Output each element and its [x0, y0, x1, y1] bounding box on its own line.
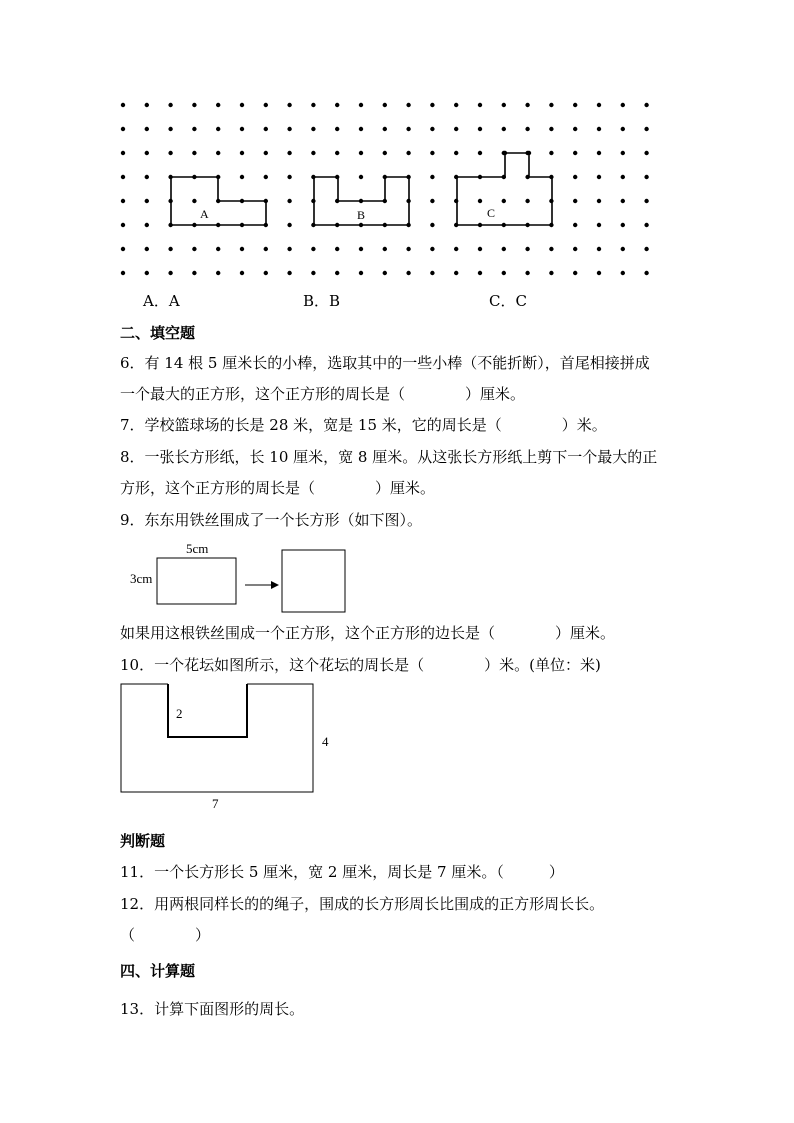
grid-dot [406, 103, 410, 107]
grid-dot [287, 151, 291, 155]
grid-dot [121, 247, 125, 251]
grid-dot [549, 247, 553, 251]
grid-dot [644, 199, 648, 203]
grid-dot [454, 127, 458, 131]
rectangle-shape [157, 558, 236, 604]
grid-dot [192, 103, 196, 107]
grid-dot [335, 127, 339, 131]
grid-dot [216, 271, 220, 275]
grid-dot [573, 175, 577, 179]
grid-dot [502, 103, 506, 107]
option-a [143, 290, 180, 311]
width-label: 7 [212, 796, 219, 811]
grid-dot [597, 199, 601, 203]
grid-dot [573, 223, 577, 227]
grid-dot [121, 175, 125, 179]
grid-dot [359, 175, 363, 179]
grid-dot [383, 127, 387, 131]
grid-dot [192, 247, 196, 251]
question-13: 13．计算下面图形的周长。 [120, 1000, 305, 1018]
rectangle-width-label: 3cm [130, 571, 153, 586]
question-9-followup: 如果用这根铁丝围成一个正方形，这个正方形的边长是（ ）厘米。 [120, 624, 616, 642]
grid-dot [525, 247, 529, 251]
grid-dot [216, 127, 220, 131]
shape-c-label: C [487, 206, 496, 220]
grid-dot [597, 151, 601, 155]
question-10: 10．一个花坛如图所示，这个花坛的周长是（ ）米。(单位：米) [120, 656, 601, 674]
grid-dot [216, 247, 220, 251]
option-c [489, 290, 527, 311]
grid-dot [240, 175, 244, 179]
grid-dot [383, 247, 387, 251]
grid-dot [287, 223, 291, 227]
grid-dot [240, 247, 244, 251]
grid-dot [573, 271, 577, 275]
shape-c-outline [457, 153, 552, 225]
grid-dot [525, 127, 529, 131]
grid-dot [454, 247, 458, 251]
section-2-heading: 二、填空题 [120, 324, 196, 342]
grid-dot [549, 127, 553, 131]
grid-dot [168, 151, 172, 155]
grid-dot [383, 271, 387, 275]
grid-dot [502, 247, 506, 251]
grid-dot [573, 127, 577, 131]
option-c-letter: C． [489, 292, 516, 310]
option-a-value: A [168, 292, 180, 310]
option-b [303, 290, 340, 311]
grid-dot [430, 151, 434, 155]
shape-a-label: A [200, 207, 209, 221]
grid-dot [430, 103, 434, 107]
height-label: 4 [322, 734, 329, 749]
grid-dot [430, 175, 434, 179]
question-11: 11．一个长方形长 5 厘米，宽 2 厘米，周长是 7 厘米。（ ） [120, 863, 564, 881]
grid-dot [264, 127, 268, 131]
grid-dot [240, 103, 244, 107]
grid-dot [406, 127, 410, 131]
grid-dot [644, 247, 648, 251]
grid-dot [287, 271, 291, 275]
option-b-value: B [329, 292, 341, 310]
grid-dot [597, 175, 601, 179]
grid-dot [621, 151, 625, 155]
grid-dot [145, 175, 149, 179]
option-a-letter: A． [143, 292, 169, 310]
grid-dot [502, 127, 506, 131]
grid-dot [145, 127, 149, 131]
grid-dot [168, 271, 172, 275]
grid-dot [525, 103, 529, 107]
grid-dot [121, 151, 125, 155]
grid-dot [192, 271, 196, 275]
section-4-heading: 四、计算题 [120, 962, 196, 980]
option-c-value: C [515, 292, 527, 310]
grid-dot [597, 271, 601, 275]
grid-dot [621, 175, 625, 179]
grid-dot [597, 127, 601, 131]
grid-dot [573, 247, 577, 251]
grid-dot [192, 151, 196, 155]
grid-dot [359, 247, 363, 251]
grid-dot [287, 103, 291, 107]
dot-grid-figure [0, 0, 794, 300]
grid-dot [335, 271, 339, 275]
grid-dot [478, 103, 482, 107]
grid-dot [192, 127, 196, 131]
grid-dot [644, 151, 648, 155]
grid-dot [168, 127, 172, 131]
grid-dot [454, 151, 458, 155]
grid-dot [121, 199, 125, 203]
grid-dot [454, 103, 458, 107]
shape-b-label: B [357, 208, 366, 222]
question-12-line-2: （ ） [120, 926, 211, 944]
grid-dot [502, 199, 506, 203]
square-shape [282, 550, 345, 612]
rectangle-length-label: 5cm [186, 541, 209, 556]
grid-dot [644, 127, 648, 131]
grid-dot [454, 271, 458, 275]
grid-dot [287, 175, 291, 179]
grid-dot [383, 151, 387, 155]
grid-dot [621, 103, 625, 107]
grid-dot [621, 127, 625, 131]
grid-dot [359, 271, 363, 275]
grid-dot [287, 127, 291, 131]
grid-dot [644, 223, 648, 227]
grid-dot [311, 127, 315, 131]
grid-dot [406, 151, 410, 155]
grid-dot [525, 199, 529, 203]
grid-dot [264, 271, 268, 275]
grid-dot [240, 271, 244, 275]
grid-dot [121, 271, 125, 275]
grid-dot [525, 271, 529, 275]
grid-dot [311, 151, 315, 155]
grid-dot [406, 247, 410, 251]
grid-dot [121, 223, 125, 227]
grid-dot [430, 271, 434, 275]
grid-dot [383, 103, 387, 107]
grid-dot [145, 247, 149, 251]
grid-dot [478, 127, 482, 131]
grid-dot [311, 103, 315, 107]
grid-dot [264, 247, 268, 251]
grid-dot [216, 103, 220, 107]
grid-dot [145, 151, 149, 155]
grid-dot [644, 271, 648, 275]
grid-dot [335, 103, 339, 107]
grid-dot [335, 247, 339, 251]
grid-dot [287, 199, 291, 203]
grid-dot [264, 151, 268, 155]
grid-dot [621, 199, 625, 203]
grid-dot [573, 199, 577, 203]
grid-dot [597, 103, 601, 107]
question-9: 9．东东用铁丝围成了一个长方形（如下图）。 [120, 511, 423, 529]
grid-dot [478, 271, 482, 275]
grid-dot [264, 175, 268, 179]
grid-dot [168, 103, 172, 107]
grid-dot [192, 199, 196, 203]
grid-dot [430, 223, 434, 227]
grid-dot [549, 103, 553, 107]
grid-dot [264, 103, 268, 107]
grid-dot [145, 103, 149, 107]
arrow-head-icon [271, 581, 279, 589]
grid-dot [216, 151, 220, 155]
grid-dot [311, 247, 315, 251]
grid-dot [240, 151, 244, 155]
grid-dot [287, 247, 291, 251]
grid-dot [573, 151, 577, 155]
grid-dot [502, 271, 506, 275]
grid-dot [121, 103, 125, 107]
flowerbed-notch [168, 684, 247, 737]
grid-dot [335, 151, 339, 155]
grid-dot [311, 271, 315, 275]
question-8-line-2: 方形，这个正方形的周长是（ ）厘米。 [120, 479, 436, 497]
grid-dot [145, 199, 149, 203]
question-6-line-2: 一个最大的正方形，这个正方形的周长是（ ）厘米。 [120, 385, 526, 403]
grid-dot [597, 247, 601, 251]
grid-dot [621, 247, 625, 251]
grid-dot [621, 271, 625, 275]
grid-dot [478, 247, 482, 251]
grid-dot [359, 151, 363, 155]
option-b-letter: B． [303, 292, 330, 310]
grid-dot [430, 199, 434, 203]
grid-dot [573, 103, 577, 107]
grid-dot [478, 151, 482, 155]
grid-dot [406, 271, 410, 275]
shape-a-outline [171, 177, 266, 225]
grid-dot [121, 127, 125, 131]
grid-dot [359, 103, 363, 107]
grid-dot [359, 127, 363, 131]
grid-dot [145, 271, 149, 275]
grid-dot [145, 223, 149, 227]
grid-dot [549, 271, 553, 275]
grid-dot [549, 151, 553, 155]
grid-dot [644, 175, 648, 179]
grid-dot [478, 199, 482, 203]
grid-dot [430, 247, 434, 251]
question-8-line-1: 8．一张长方形纸，长 10 厘米，宽 8 厘米。从这张长方形纸上剪下一个最大的正 [120, 448, 658, 466]
grid-dot [240, 127, 244, 131]
grid-dot [597, 223, 601, 227]
notch-depth-label: 2 [176, 706, 183, 721]
grid-dot [168, 247, 172, 251]
grid-dot [621, 223, 625, 227]
flowerbed-outline [121, 684, 313, 792]
question-7: 7．学校篮球场的长是 28 米，宽是 15 米，它的周长是（ ）米。 [120, 416, 607, 434]
question-12-line-1: 12．用两根同样长的的绳子，围成的长方形周长比围成的正方形周长长。 [120, 895, 605, 913]
grid-dot [644, 103, 648, 107]
section-3-heading: 判断题 [120, 832, 166, 850]
question-6-line-1: 6．有 14 根 5 厘米长的小棒，选取其中的一些小棒（不能折断），首尾相接拼成 [120, 354, 650, 372]
grid-dot [430, 127, 434, 131]
